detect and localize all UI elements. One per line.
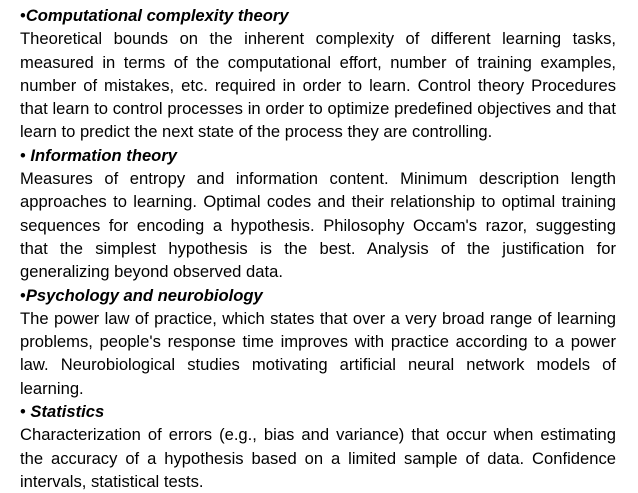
bullet-icon: • xyxy=(20,402,31,422)
section-information-theory xyxy=(20,144,616,284)
section-title: Psychology and neurobiology xyxy=(25,285,263,305)
section-body: Theoretical bounds on the inherent complexity of different learning tasks, measured in terms of the computational effort, number of training examples, number of mistakes, etc. required in order to learn. Control theory Procedures that learn to control processes in order to optimize predefined objectives and that learn to predict the next state of the process they are controlling. xyxy=(20,29,616,142)
bullet-icon: • xyxy=(20,6,26,25)
section-computational-complexity xyxy=(20,4,616,144)
section-heading xyxy=(20,144,616,167)
section-body: The power law of practice, which states that over a very broad range of learning problems, people's response time improves with practice according to a power law. Neurobiological studies motivating artificial neural network models of learning. xyxy=(20,308,616,398)
section-heading xyxy=(20,400,616,423)
section-title: Statistics xyxy=(30,402,105,422)
section-title: Computational complexity theory xyxy=(25,6,289,25)
section-body: Characterization of errors (e.g., bias and variance) that occur when estimating the accuracy of a hypothesis based on a limited sample of data. Confidence intervals, statistical tests. xyxy=(20,425,616,491)
bullet-icon: • xyxy=(20,285,26,305)
slide-content xyxy=(20,4,616,493)
section-heading xyxy=(20,4,616,27)
section-title: Information theory xyxy=(30,145,178,165)
section-psychology-neurobiology xyxy=(20,284,616,400)
section-body: Measures of entropy and information content. Minimum description length approaches to learning. Optimal codes and their relationship to optimal training sequences for encoding a hypothesis. Philosophy Occam's razor, suggesting that the simplest hypothesis is the best. Analysis of the justification for generalizing beyond observed data. xyxy=(20,169,616,282)
section-statistics xyxy=(20,400,616,493)
bullet-icon: • xyxy=(20,145,31,165)
section-heading xyxy=(20,284,616,307)
